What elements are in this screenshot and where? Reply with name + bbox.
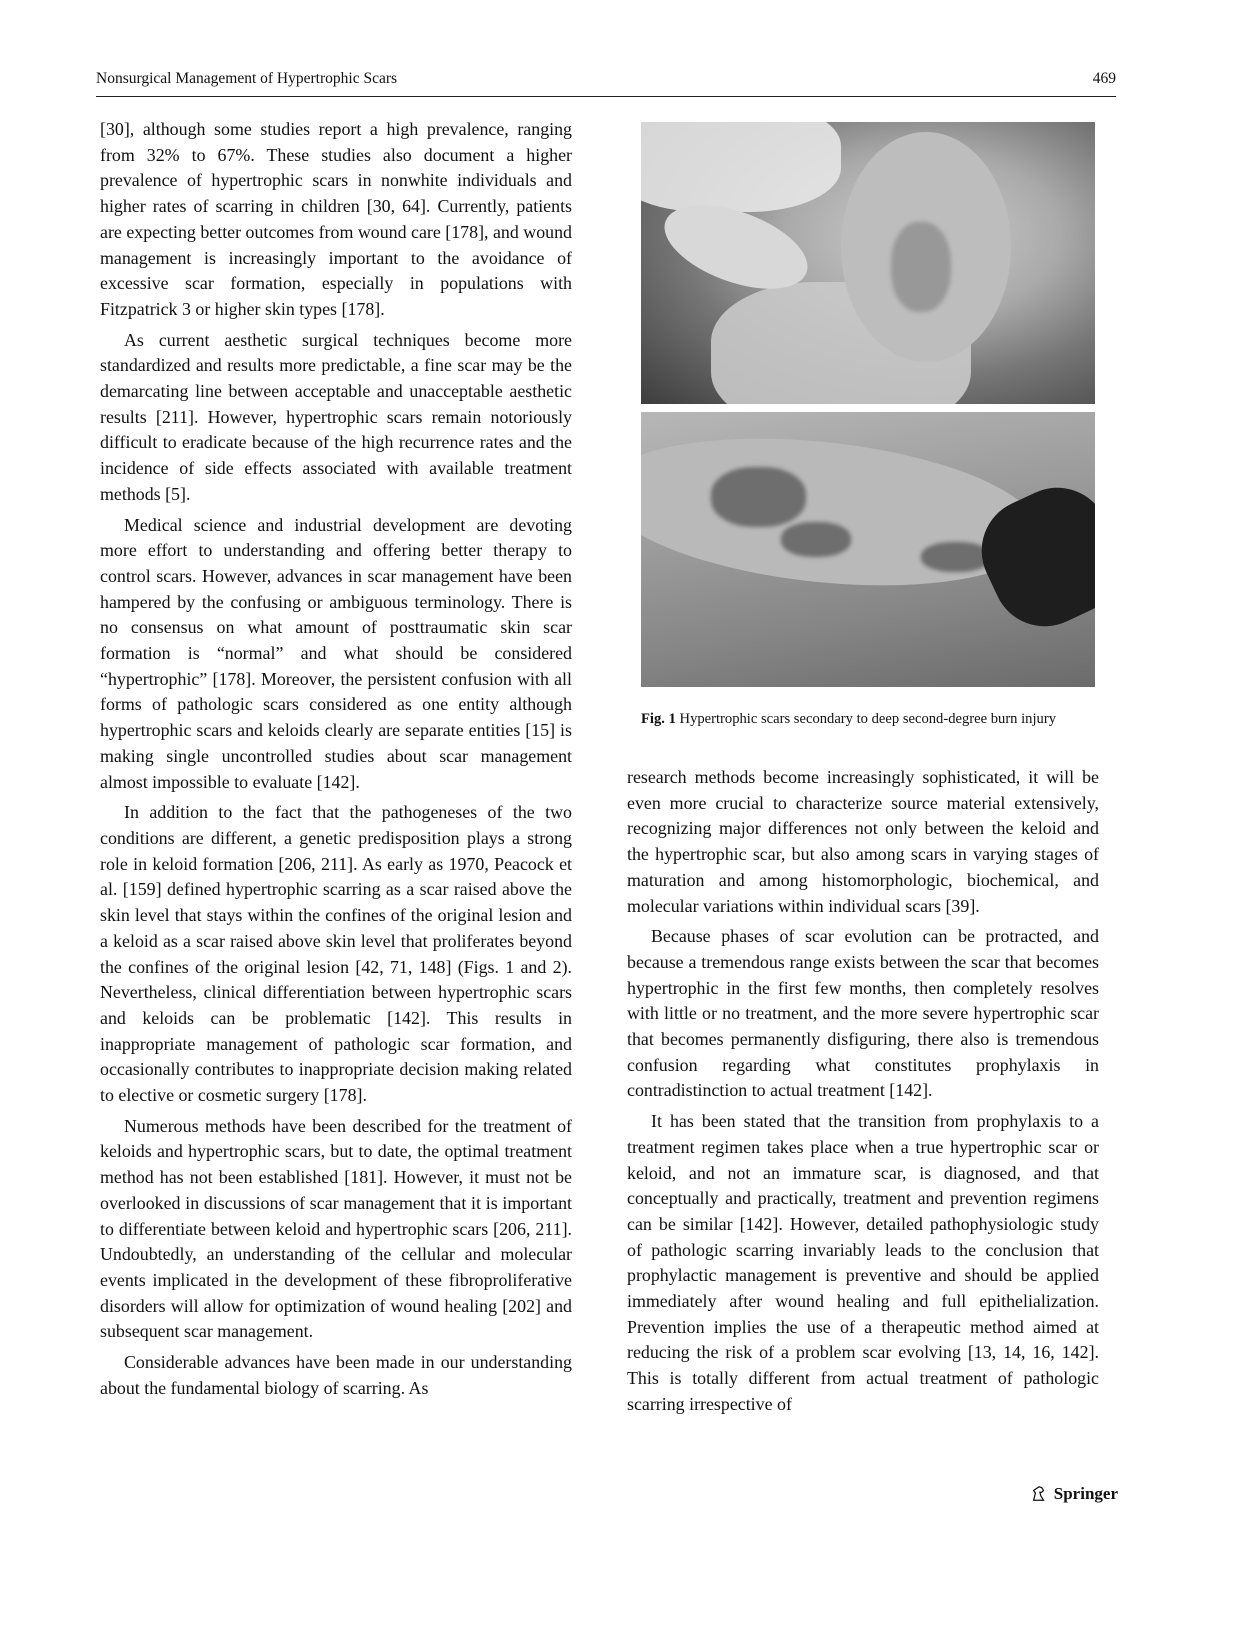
right-column [627,765,1099,1418]
figure-label: Fig. 1 [641,711,676,727]
publisher-logo [1030,1484,1118,1504]
running-head [96,66,1116,97]
paragraph: [30], although some studies report a high prevalence, ranging from 32% to 67%. These studies also document a higher prevalence of hypertrophic scars in nonwhite individuals and higher rates of scarring in children [30, 64]. Currently, patients are expecting better outcomes from wound care [178], and wound management is increasingly important to the avoidance of excessive scar formation, especially in populations with Fitzpatrick 3 or higher skin types [178]. [100,119,572,319]
paragraph: In addition to the fact that the pathogeneses of the two conditions are different, a genetic predisposition plays a strong role in keloid formation [206, 211]. As early as 1970, Peacock et al. [159] defined hypertrophic scarring as a scar raised above the skin level that stays within the confines of the original lesion and a keloid as a scar raised above skin level that proliferates beyond the confines of the original lesion [42, 71, 148] (Figs. 1 and 2). Nevertheless, clinical differentiation between hypertrophic scars and keloids can be problematic [142]. This results in inappropriate management of pathologic scar formation, and occasionally contributes to inappropriate decision making related to elective or cosmetic surgery [178]. [100,802,572,1106]
paragraph: Numerous methods have been described for the treatment of keloids and hypertrophic scars, but to date, the optimal treatment method has not been established [181]. However, it must not be overlooked in discussions of scar management that it is important to differentiate between keloid and hypertrophic scars [206, 211]. Undoubtedly, an understanding of the cellular and molecular events implicated in the development of these fibroproliferative disorders will allow for optimization of wound healing [202] and subsequent scar management. [100,1115,572,1342]
left-column [100,117,572,1401]
photo-arm-bottom [641,412,1095,687]
photo-arm-top [641,122,1095,404]
paragraph: It has been stated that the transition from prophylaxis to a treatment regimen takes place when a true hypertrophic scar or keloid, and not an immature scar, is diagnosed, and that conceptually and practically, treatment and prevention regimens can be similar [142]. However, detailed pathophysiologic study of pathologic scarring invariably leads to the conclusion that prophylactic management is preventive and should be applied immediately after wound healing and full epithelialization. Prevention implies the use of a therapeutic method aimed at reducing the risk of a problem scar evolving [13, 14, 16, 142]. This is totally different from actual treatment of pathologic scarring irrespective of [627,1111,1099,1414]
paragraph: Considerable advances have been made in our understanding about the fundamental biology of scarring. As [100,1352,572,1398]
figure-caption-text: Hypertrophic scars secondary to deep second-degree burn injury [679,711,1056,727]
paragraph: research methods become increasingly sophisticated, it will be even more crucial to characterize source material extensively, recognizing major differences not only between the keloid and the hypertrophic scar, but also among scars in varying stages of maturation and among histomorphologic, biochemical, and molecular variations within individual scars [39]. [627,767,1099,916]
springer-horse-icon [1030,1485,1048,1503]
paragraph: As current aesthetic surgical techniques become more standardized and results more predictable, a fine scar may be the demarcating line between acceptable and unacceptable aesthetic results [211]. However, hypertrophic scars remain notoriously difficult to eradicate because of the high recurrence rates and the incidence of side effects associated with available treatment methods [5]. [100,329,572,504]
paragraph: Medical science and industrial development are devoting more effort to understanding and offering better therapy to control scars. However, advances in scar management have been hampered by the confusing or ambiguous terminology. There is no consensus on what amount of posttraumatic skin scar formation is “normal” and what should be considered “hypertrophic” [178]. Moreover, the persistent confusion with all forms of pathologic scars considered as one entity although hypertrophic scars and keloids clearly are separate entities [15] is making single uncontrolled studies about scar management almost impossible to evaluate [142]. [100,514,572,792]
publisher-name: Springer [1053,1484,1118,1503]
figure-1 [641,122,1095,729]
paragraph: Because phases of scar evolution can be protracted, and because a tremendous range exists between the scar that becomes hypertrophic in the first few months, then completely resolves with little or no treatment, and the more severe hypertrophic scar that becomes permanently disfiguring, there also is tremendous confusion regarding what constitutes prophylaxis in contradistinction to actual treatment [142]. [627,926,1099,1101]
page-number: 469 [1092,70,1116,87]
running-title: Nonsurgical Management of Hypertrophic Scars [96,70,398,87]
figure-caption [641,709,1095,729]
